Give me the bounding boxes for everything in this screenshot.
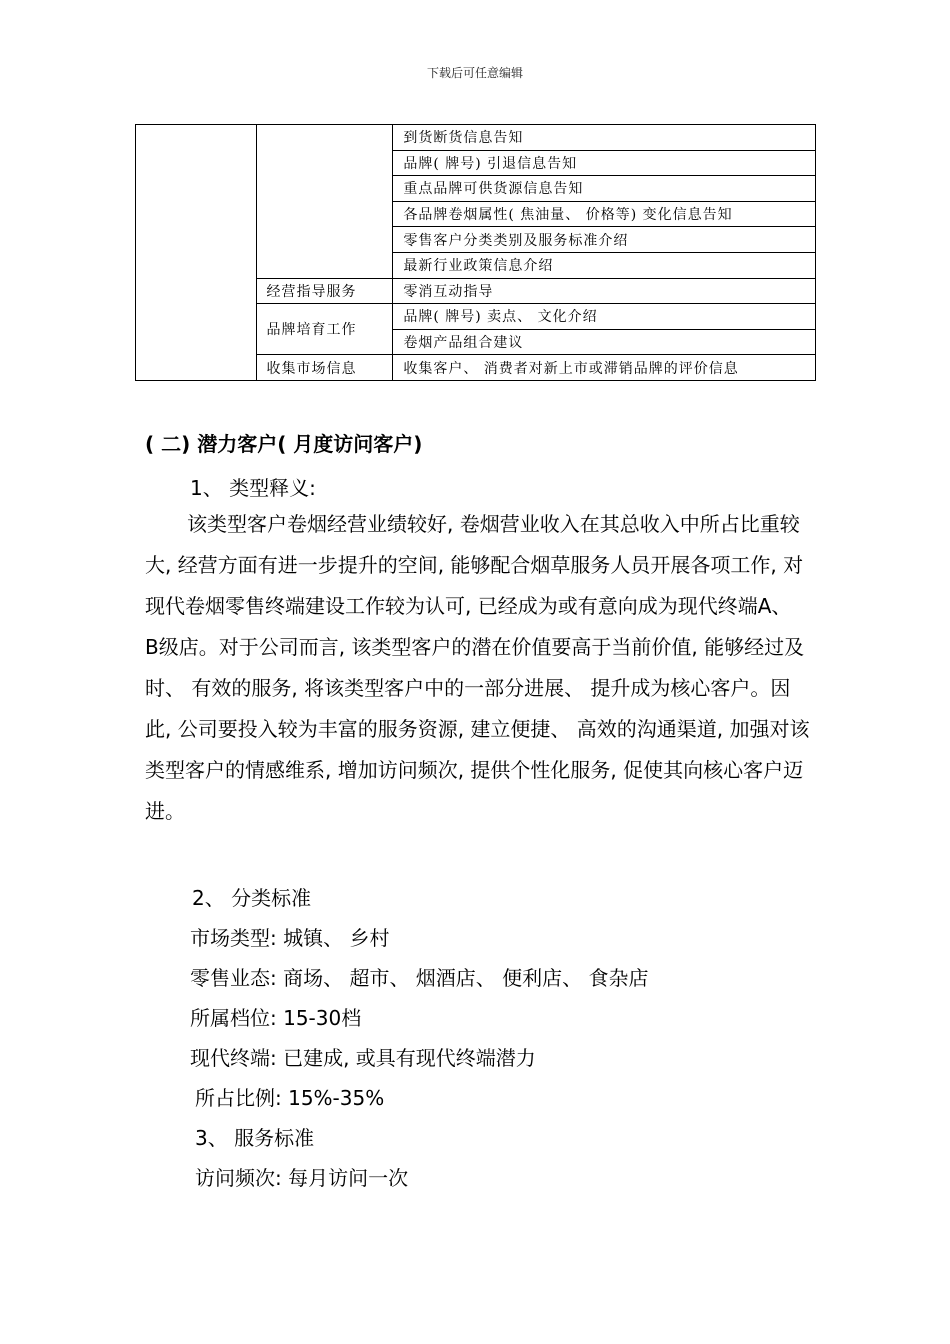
- table-cell-item: 重点品牌可供货源信息告知: [393, 176, 816, 202]
- criteria-format: 零售业态: 商场、 超市、 烟酒店、 便利店、 食杂店: [190, 966, 649, 990]
- item1-body: 该类型客户卷烟经营业绩较好, 卷烟营业收入在其总收入中所占比重较大, 经营方面有进一步提升的空间, 能够配合烟草服务人员开展各项工作, 对现代卷烟零售终端建设工作较为认可, 已经成为或有意向成为现代终端A、 B级店。对于公司而言, 该类型客户的潜在价值要高于当前价值, 能够经过及时、 有效的服务, 将该类型客户中的一部分进展、 提升成为核心客户。因此, 公司要投入较为丰富的服务资源, 建立便捷、 高效的沟通渠道, 加强对该类型客户的情感维系, 增加访问频次, 提供个性化服务, 促使其向核心客户迈进。: [145, 512, 810, 823]
- table-cell-item: 各品牌卷烟属性( 焦油量、 价格等) 变化信息告知: [393, 201, 816, 227]
- table-cell-item: 卷烟产品组合建议: [393, 329, 816, 355]
- table-cell-item: 品牌( 牌号) 引退信息告知: [393, 150, 816, 176]
- table-cell-item: 零消互动指导: [393, 278, 816, 304]
- criteria-market: 市场类型: 城镇、 乡村: [190, 926, 390, 950]
- table-cell-category: 品牌培育工作: [256, 304, 393, 355]
- table-cell-category: [256, 125, 393, 279]
- criteria-ratio: 所占比例: 15%-35%: [195, 1086, 385, 1110]
- item2-heading: 2、 分类标准: [192, 886, 312, 910]
- table-cell-item: 最新行业政策信息介绍: [393, 252, 816, 278]
- table-cell-category: 经营指导服务: [256, 278, 393, 304]
- criteria-terminal: 现代终端: 已建成, 或具有现代终端潜力: [190, 1046, 536, 1070]
- section-title: ( 二) 潜力客户( 月度访问客户): [145, 432, 423, 456]
- item1-heading: 1、 类型释义:: [190, 476, 316, 500]
- table-cell-category: 收集市场信息: [256, 355, 393, 381]
- criteria-tier: 所属档位: 15-30档: [190, 1006, 362, 1030]
- table-row: [136, 125, 816, 151]
- visit-frequency: 访问频次: 每月访问一次: [195, 1166, 409, 1190]
- table-cell-blank: [136, 125, 257, 381]
- table-cell-item: 收集客户、 消费者对新上市或滞销品牌的评价信息: [393, 355, 816, 381]
- service-table: [135, 124, 816, 381]
- table-cell-item: 品牌( 牌号) 卖点、 文化介绍: [393, 304, 816, 330]
- item1-paragraph: [145, 504, 810, 832]
- table-cell-item: 零售客户分类类别及服务标准介绍: [393, 227, 816, 253]
- page-header: 下载后可任意编辑: [426, 66, 523, 80]
- table-cell-item: 到货断货信息告知: [393, 125, 816, 151]
- item3-heading: 3、 服务标准: [195, 1126, 315, 1150]
